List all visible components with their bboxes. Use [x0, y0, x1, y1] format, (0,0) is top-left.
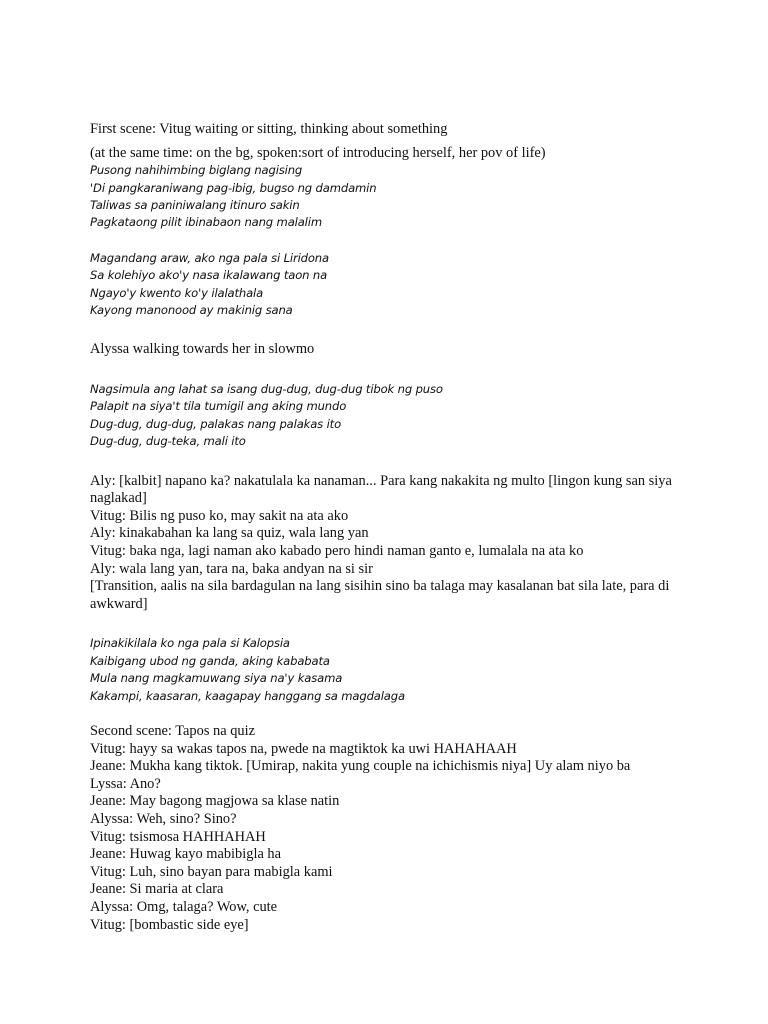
verse-line: Pagkataong pilit ibinabaon nang malalim: [90, 215, 322, 230]
verse-line: Dug-dug, dug-dug, palakas nang palakas ito: [90, 416, 342, 431]
verse-line: Kayong manonood ay makinig sana: [90, 303, 293, 318]
stage-direction: Alyssa walking towards her in slowmo: [90, 341, 315, 358]
dialogue-line: Aly: wala lang yan, tara na, baka andyan na si sir: [90, 560, 373, 577]
scene-2: [90, 723, 730, 934]
dialogue-line: Lyssa: Ano?: [90, 775, 161, 792]
dialogue-line: Vitug: baka nga, lagi naman ako kabado pero hindi naman ganto e, lumalala na ata ko: [90, 543, 584, 560]
dialogue-line: Alyssa: Weh, sino? Sino?: [90, 811, 237, 827]
verse-line: Kakampi, kaasaran, kaagapay hanggang sa magdalaga: [90, 688, 405, 703]
dialogue-line: Vitug: tsismosa HAHHAHAH: [90, 828, 266, 845]
dialogue-line: Alyssa: Omg, talaga? Wow, cute: [90, 898, 278, 915]
dialogue-line: Vitug: Luh, sino bayan para mabigla kami: [90, 863, 333, 880]
dialogue-line: [Transition, aalis na sila bardagulan na lang sisihin sino ba talaga may kasalanan bat sila late, para di awkward]: [90, 578, 670, 612]
verse-4: [90, 635, 730, 705]
dialogue-line: Jeane: Huwag kayo mabibigla ha: [90, 846, 282, 863]
dialogue-line: Jeane: Si maria at clara: [90, 881, 224, 898]
verse-line: Ipinakikilala ko nga pala si Kalopsia: [90, 636, 290, 651]
dialogue-line: Jeane: May bagong magjowa sa klase natin: [90, 793, 340, 810]
script-document: [90, 121, 730, 934]
verse-line: Dug-dug, dug-teka, mali ito: [90, 434, 246, 449]
verse-line: 'Di pangkaraniwang pag-ibig, bugso ng damdamin: [90, 180, 377, 195]
stage-note: (at the same time: on the bg, spoken:sort of introducing herself, her pov of life): [90, 144, 546, 161]
dialogue-line: Vitug: hayy sa wakas tapos na, pwede na magtiktok ka uwi HAHAHAAH: [90, 740, 517, 757]
dialogue-1: [90, 473, 730, 614]
verse-1: [90, 162, 730, 232]
verse-line: Kaibigang ubod ng ganda, aking kababata: [90, 653, 330, 668]
verse-line: Pusong nahihimbing biglang nagising: [90, 163, 303, 178]
verse-2: [90, 250, 730, 320]
dialogue-line: Jeane: Mukha kang tiktok. [Umirap, nakita yung couple na ichichismis niya] Uy alam niyo ba: [90, 758, 631, 775]
scene-heading: First scene: Vitug waiting or sitting, thinking about something: [90, 121, 448, 137]
dialogue-line: Vitug: Bilis ng puso ko, may sakit na ata ako: [90, 507, 349, 524]
scene-heading: Second scene: Tapos na quiz: [90, 723, 255, 740]
verse-line: Magandang araw, ako nga pala si Liridona: [90, 250, 329, 265]
verse-line: Mula nang magkamuwang siya na'y kasama: [90, 671, 343, 686]
verse-line: Nagsimula ang lahat sa isang dug-dug, dug-dug tibok ng puso: [90, 382, 443, 397]
dialogue-line: Aly: kinakabahan ka lang sa quiz, wala lang yan: [90, 525, 369, 542]
dialogue-line: Vitug: [bombastic side eye]: [90, 916, 249, 933]
verse-line: Sa kolehiyo ako'y nasa ikalawang taon na: [90, 268, 328, 283]
verse-line: Palapit na siya't tila tumigil ang aking mundo: [90, 399, 347, 414]
dialogue-line: Aly: [kalbit] napano ka? nakatulala ka nanaman... Para kang nakakita ng multo [lingon kung san siya naglakad]: [90, 472, 672, 507]
verse-line: Taliwas sa paniniwalang itinuro sakin: [90, 198, 300, 212]
verse-line: Ngayo'y kwento ko'y ilalathala: [90, 285, 264, 300]
verse-3: [90, 381, 730, 451]
